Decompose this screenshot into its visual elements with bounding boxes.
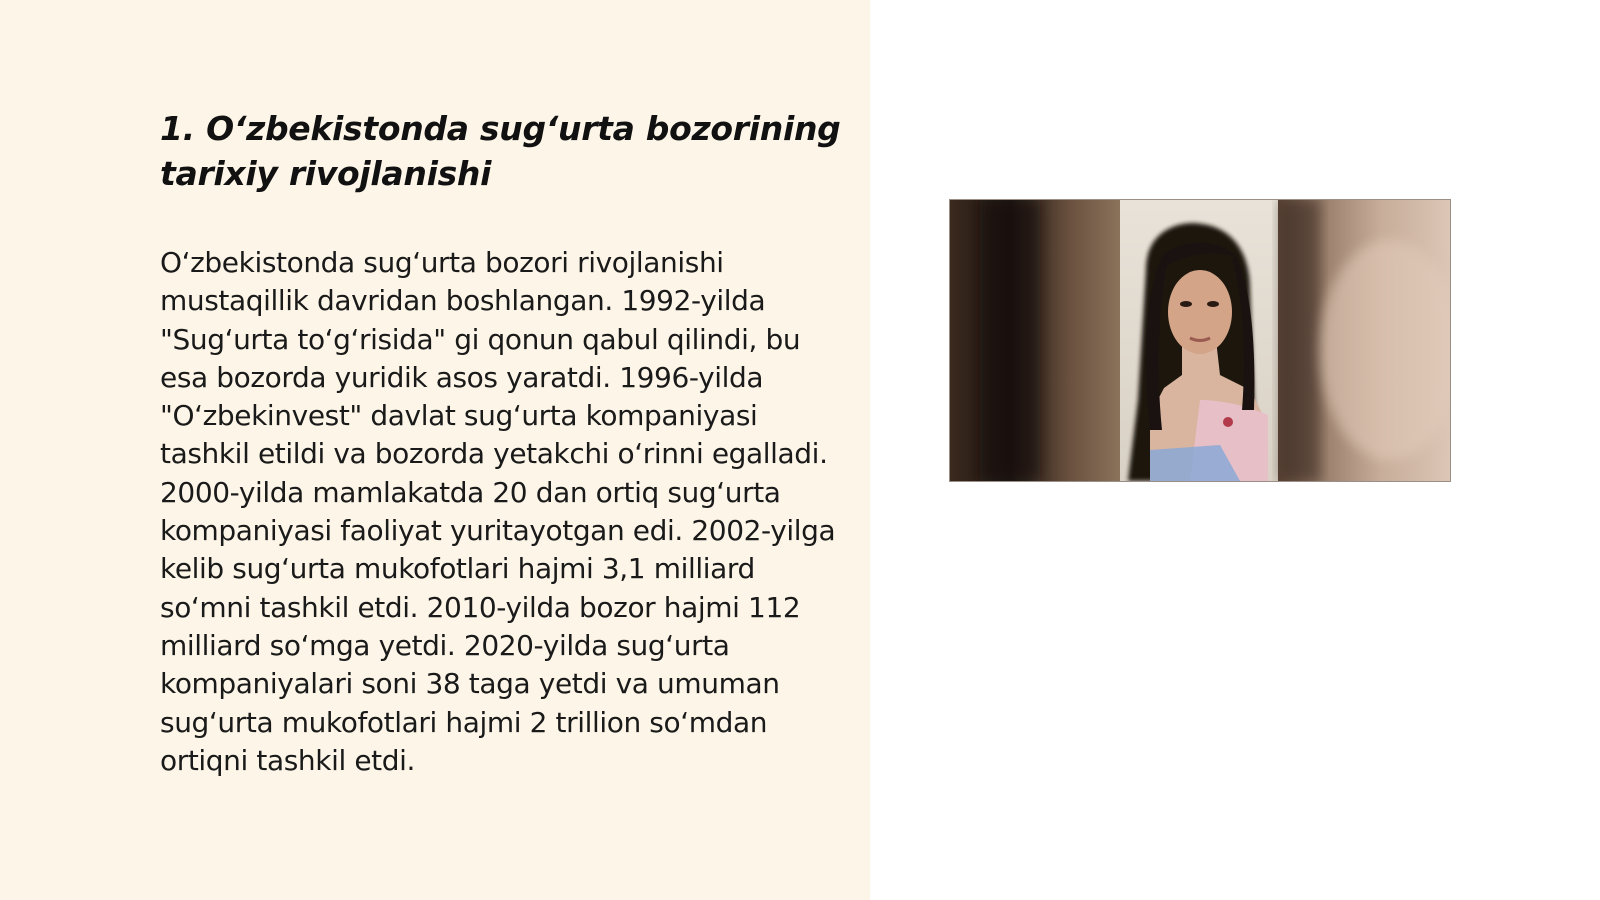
portrait-photo-image [950,200,1450,481]
slide-title: 1. O‘zbekistonda sug‘urta bozorining tarixiy rivojlanishi [160,109,841,193]
portrait-photo [950,200,1450,481]
slide-body-text: O‘zbekistonda sug‘urta bozori rivojlanishi mustaqillik davridan boshlangan. 1992-yilda "Sug‘urta to‘g‘risida" gi qonun qabul qilindi, bu esa bozorda yuridik asos yaratdi. 1996-yilda "O‘zbekinvest" davlat sug‘urta kompaniyasi tashkil etildi va bozorda yetakchi o‘rinni egalladi. 2000-yilda mamlakatda 20 dan ortiq sug‘urta kompaniyasi faoliyat yuritayotgan edi. 2002-yilga kelib sug‘urta mukofotlari hajmi 3,1 milliard so‘mni tashkil etdi. 2010-yilda bozor hajmi 112 milliard so‘mga yetdi. 2020-yilda sug‘urta kompaniyalari soni 38 taga yetdi va umuman sug‘urta mukofotlari hajmi 2 trillion so‘mdan ortiqni tashkil etdi. [160,246,836,777]
